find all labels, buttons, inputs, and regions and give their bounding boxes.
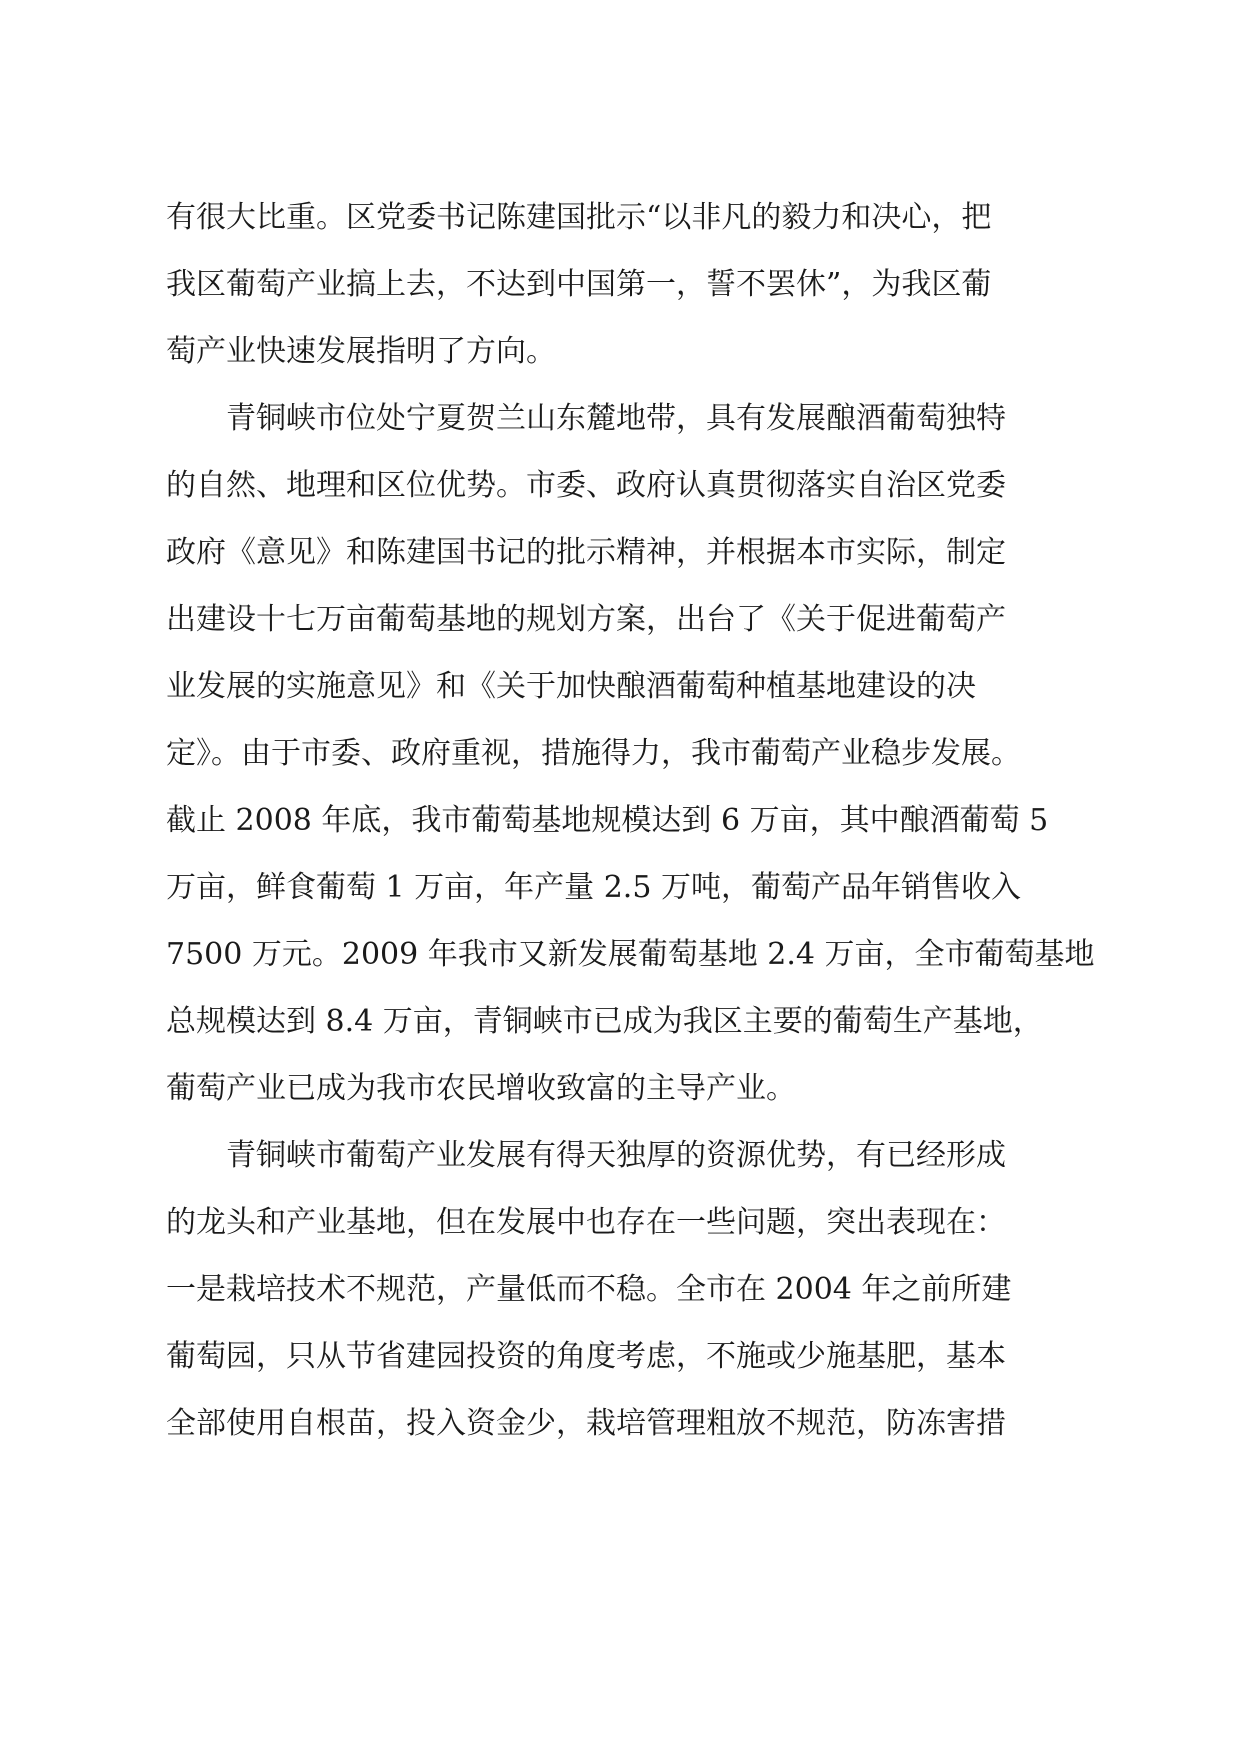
text-line: 全部使用自根苗，投入资金少，栽培管理粗放不规范，防冻害措 <box>166 1406 1006 1441</box>
text-line: 萄产业快速发展指明了方向。 <box>166 334 556 369</box>
text-line: 截止 2008 年底，我市葡萄基地规模达到 6 万亩，其中酿酒葡萄 5 <box>166 803 1049 838</box>
text-line: 出建设十七万亩葡萄基地的规划方案，出台了《关于促进葡萄产 <box>166 602 1006 637</box>
text-line: 一是栽培技术不规范，产量低而不稳。全市在 2004 年之前所建 <box>166 1272 1012 1307</box>
text-line: 的龙头和产业基地，但在发展中也存在一些问题，突出表现在： <box>166 1205 1006 1240</box>
text-line: 定》。由于市委、政府重视，措施得力，我市葡萄产业稳步发展。 <box>166 736 1021 771</box>
text-line: 我区葡萄产业搞上去，不达到中国第一，誓不罢休”，为我区葡 <box>166 267 992 302</box>
text-line: 有很大比重。区党委书记陈建国批示“以非凡的毅力和决心，把 <box>166 200 992 235</box>
text-line: 的自然、地理和区位优势。市委、政府认真贯彻落实自治区党委 <box>166 468 1006 503</box>
text-line: 7500 万元。2009 年我市又新发展葡萄基地 2.4 万亩，全市葡萄基地 <box>166 937 1095 972</box>
text-line: 葡萄产业已成为我市农民增收致富的主导产业。 <box>166 1071 796 1106</box>
paragraph-first-line: 青铜峡市葡萄产业发展有得天独厚的资源优势，有已经形成 <box>226 1138 1006 1173</box>
text-line: 万亩，鲜食葡萄 1 万亩，年产量 2.5 万吨，葡萄产品年销售收入 <box>166 870 1021 905</box>
paragraph-first-line: 青铜峡市位处宁夏贺兰山东麓地带，具有发展酿酒葡萄独特 <box>226 401 1006 436</box>
text-line: 政府《意见》和陈建国书记的批示精神，并根据本市实际，制定 <box>166 535 1006 570</box>
text-line: 葡萄园，只从节省建园投资的角度考虑，不施或少施基肥，基本 <box>166 1339 1006 1374</box>
text-line: 总规模达到 8.4 万亩，青铜峡市已成为我区主要的葡萄生产基地， <box>166 1004 1043 1039</box>
text-line: 业发展的实施意见》和《关于加快酿酒葡萄种植基地建设的决 <box>166 669 976 704</box>
